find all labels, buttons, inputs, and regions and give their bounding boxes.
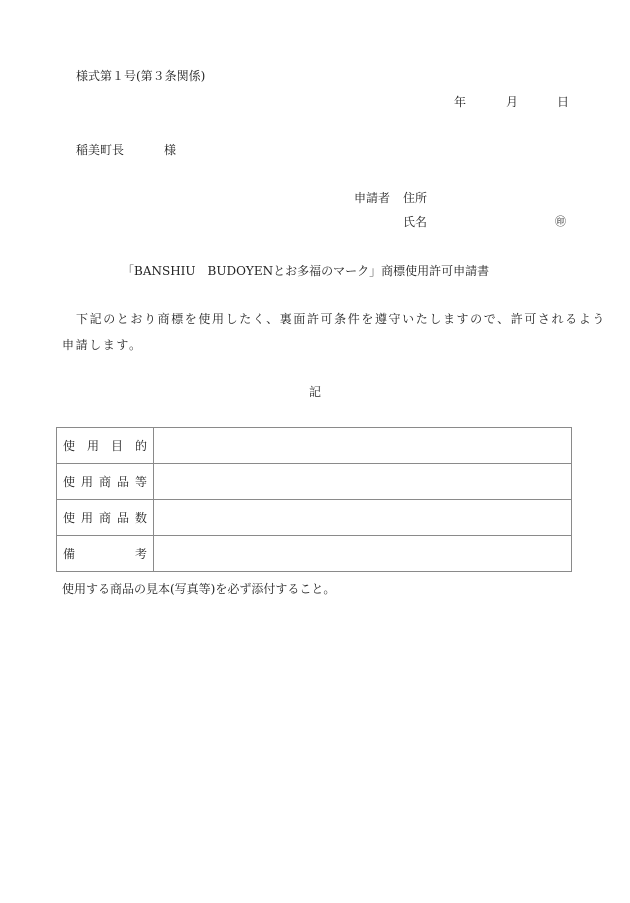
date-day-label: 日 [557,95,570,109]
application-table [56,427,572,572]
seal-icon: ㊞ [555,215,566,228]
body-text-line2: 申請します。 [62,338,143,352]
addressee-honorific: 様 [164,143,177,157]
label-remarks: 備 考 [57,536,154,572]
body-text-line1: 下記のとおり商標を使用したく、裏面許可条件を遵守いたしますので、許可されるよう [76,312,606,326]
address-label: 住所 [403,191,428,205]
label-products: 使 用 商 品 等 [57,464,154,500]
label-quantity: 使 用 商 品 数 [57,500,154,536]
ki-heading: 記 [309,385,322,399]
label-purpose: 使 用 目 的 [57,428,154,464]
date-year-label: 年 [454,95,467,109]
addressee [76,141,177,158]
table-row-remarks [57,536,572,572]
addressee-name: 稲美町長 [76,143,125,157]
value-quantity[interactable] [154,500,572,536]
value-purpose[interactable] [154,428,572,464]
table-row-quantity [57,500,572,536]
attachment-note: 使用する商品の見本(写真等)を必ず添付すること。 [62,582,336,596]
table-row-purpose [57,428,572,464]
date-month-label: 月 [506,95,519,109]
form-number: 様式第１号(第３条関係) [76,69,206,83]
applicant-label: 申請者 [354,191,391,205]
value-products[interactable] [154,464,572,500]
document-title: 「BANSHIU BUDOYENとお多福のマーク」商標使用許可申請書 [122,264,490,278]
value-remarks[interactable] [154,536,572,572]
table-row-products [57,464,572,500]
name-label: 氏名 [403,215,428,229]
